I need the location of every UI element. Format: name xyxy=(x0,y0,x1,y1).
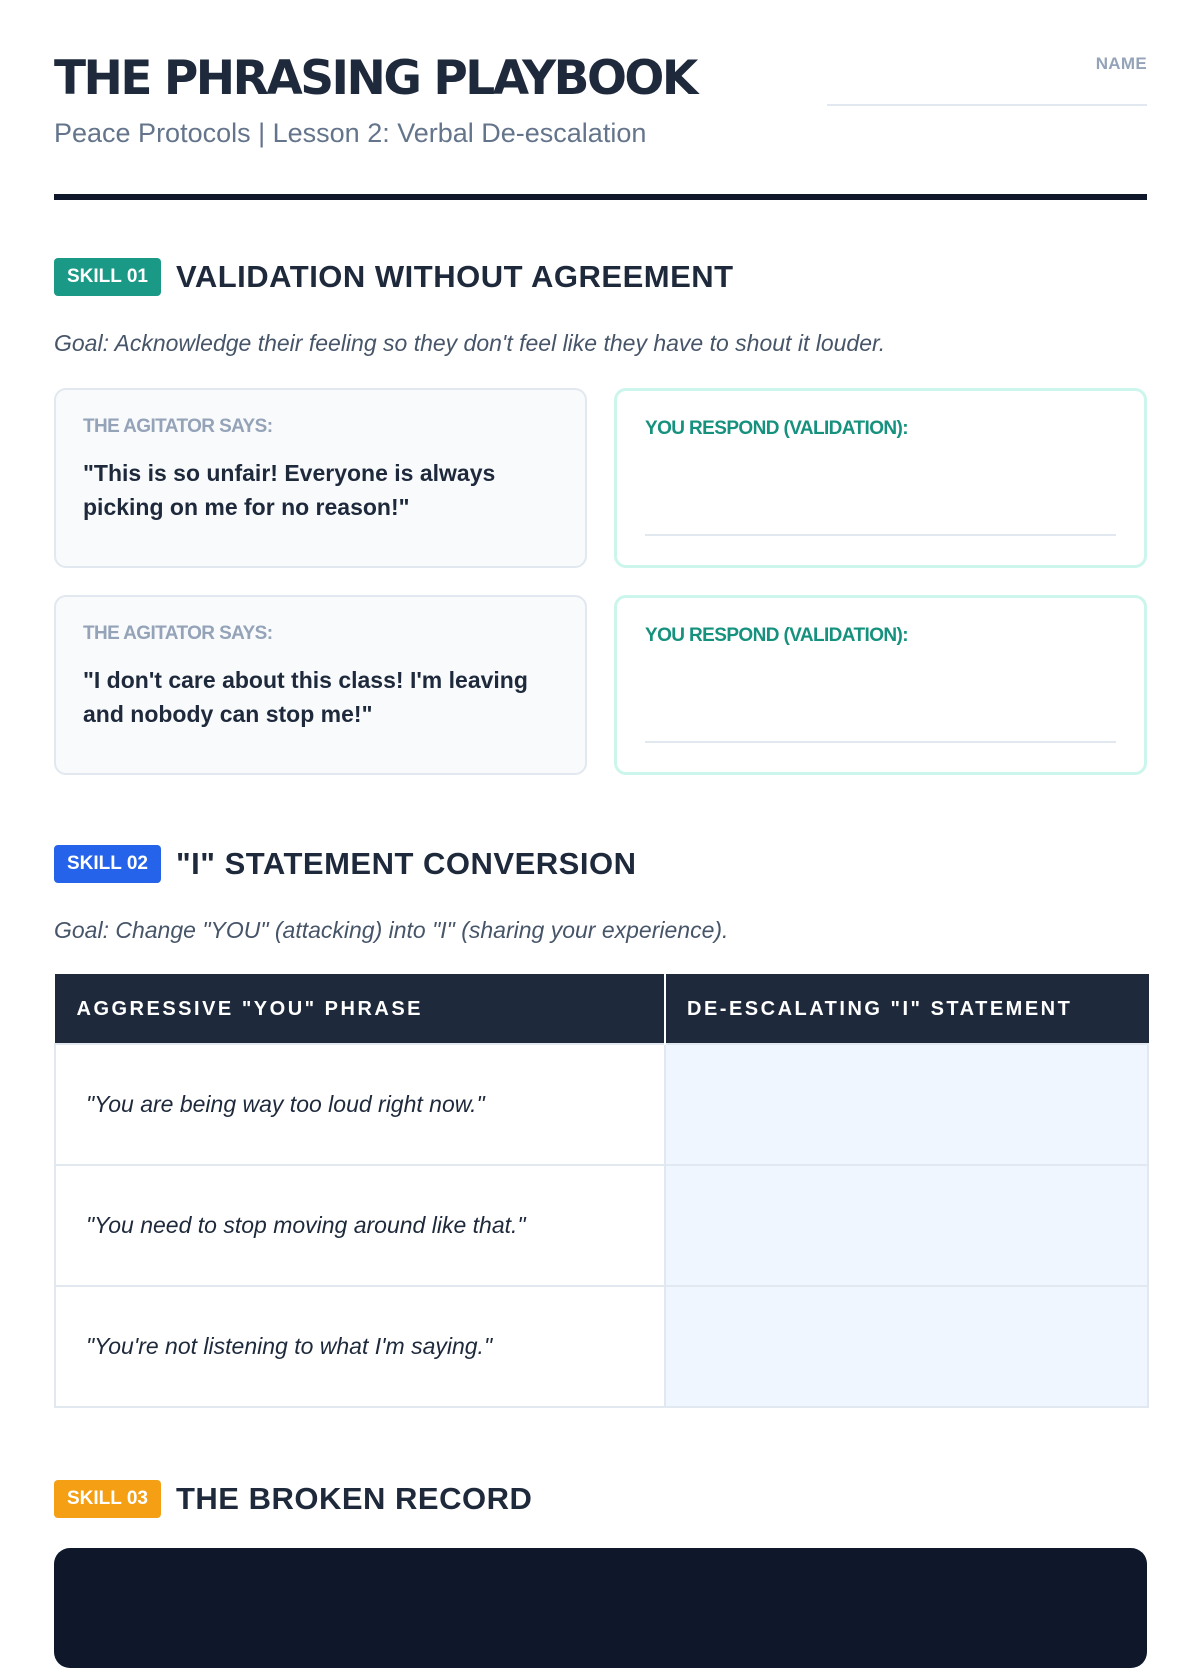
page-subtitle: Peace Protocols | Lesson 2: Verbal De-escalation xyxy=(54,118,647,148)
skill-03-badge: SKILL 03 xyxy=(54,1480,161,1518)
response-write-line[interactable] xyxy=(645,741,1116,743)
agitator-card xyxy=(54,595,587,775)
response-card[interactable] xyxy=(614,595,1147,775)
skill-01-goal: Goal: Acknowledge their feeling so they don't feel like they have to shout it louder. xyxy=(54,330,886,356)
agitator-quote: "This is so unfair! Everyone is always picking on me for no reason!" xyxy=(83,460,496,520)
agitator-label: THE AGITATOR SAYS: xyxy=(83,623,273,644)
conversion-table xyxy=(54,974,1149,1408)
skill-01-title: VALIDATION WITHOUT AGREEMENT xyxy=(175,259,734,294)
skill-03-title: THE BROKEN RECORD xyxy=(175,1481,533,1516)
skill-02-goal: Goal: Change "YOU" (attacking) into "I" (sharing your experience). xyxy=(54,917,729,943)
agitator-quote: "I don't care about this class! I'm leaving and nobody can stop me!" xyxy=(83,667,528,727)
response-card[interactable] xyxy=(614,388,1147,568)
worksheet-header xyxy=(54,0,1147,200)
i-statement-answer-cell[interactable] xyxy=(665,1286,1148,1407)
column-header-you-phrase: AGGRESSIVE "YOU" PHRASE xyxy=(55,975,665,1045)
table-row xyxy=(55,1286,1148,1407)
table-row xyxy=(55,1044,1148,1165)
skill-02-badge: SKILL 02 xyxy=(54,845,161,883)
table-row xyxy=(55,1165,1148,1286)
skill-02-title: "I" STATEMENT CONVERSION xyxy=(175,846,637,881)
response-write-line[interactable] xyxy=(645,534,1116,536)
response-label: YOU RESPOND (VALIDATION): xyxy=(645,418,908,439)
i-statement-answer-cell[interactable] xyxy=(665,1044,1148,1165)
response-label: YOU RESPOND (VALIDATION): xyxy=(645,625,908,646)
agitator-label: THE AGITATOR SAYS: xyxy=(83,416,273,437)
agitator-card xyxy=(54,388,587,568)
worksheet-page xyxy=(54,0,1147,1516)
you-phrase-cell: "You need to stop moving around like that." xyxy=(55,1165,665,1286)
you-phrase-cell: "You are being way too loud right now." xyxy=(55,1044,665,1165)
skill-03-heading xyxy=(54,1480,532,1518)
page-title: THE PHRASING PLAYBOOK xyxy=(54,51,696,106)
i-statement-answer-cell[interactable] xyxy=(665,1165,1148,1286)
name-write-line[interactable] xyxy=(827,104,1147,106)
name-label: NAME xyxy=(1095,54,1147,73)
table-header-row xyxy=(55,975,1148,1045)
name-field[interactable] xyxy=(827,54,1147,106)
skill-02-heading xyxy=(54,845,636,883)
you-phrase-cell: "You're not listening to what I'm saying." xyxy=(55,1286,665,1407)
skill-01-heading xyxy=(54,258,734,296)
skill-01-badge: SKILL 01 xyxy=(54,258,161,296)
column-header-i-statement: DE-ESCALATING "I" STATEMENT xyxy=(665,975,1148,1045)
skill-03-info-box xyxy=(54,1548,1147,1668)
header-divider xyxy=(54,194,1147,200)
